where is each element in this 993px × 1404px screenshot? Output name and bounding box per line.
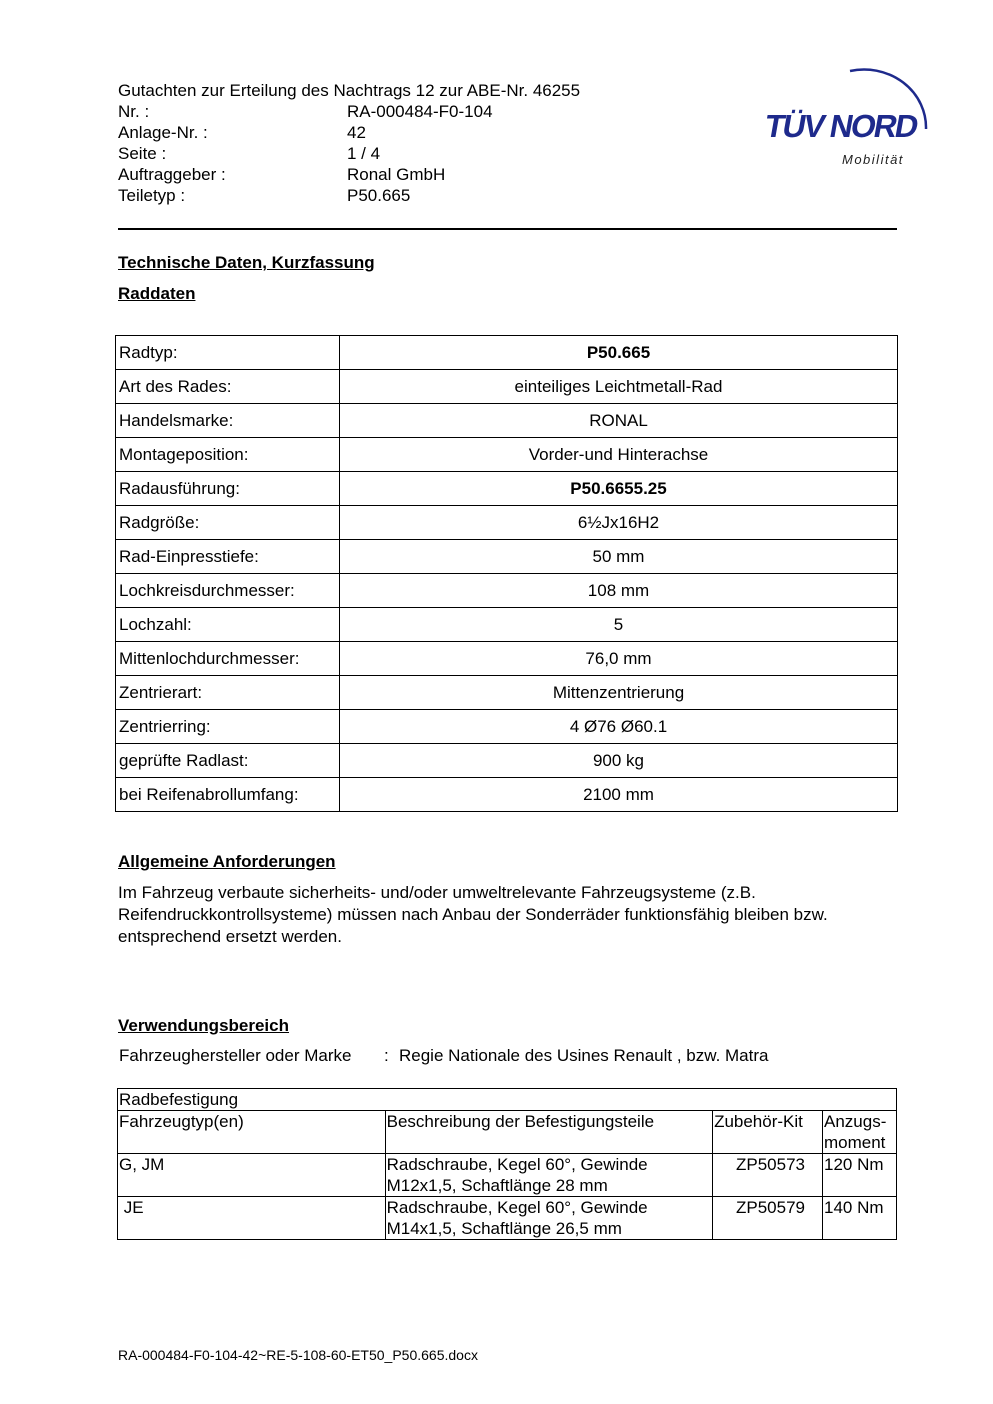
- field-value-seite: 1 / 4: [347, 144, 381, 163]
- wheel-attribute-value: 108 mm: [340, 574, 898, 608]
- wheel-attribute-value: 4 Ø76 Ø60.1: [340, 710, 898, 744]
- field-value-anlage: 42: [347, 123, 366, 142]
- heading-usage-area: Verwendungsbereich: [118, 1016, 289, 1035]
- wheel-attribute-label: geprüfte Radlast:: [116, 744, 340, 778]
- heading-wheel-data: Raddaten: [118, 284, 196, 303]
- field-value-nr: RA-000484-F0-104: [347, 102, 493, 121]
- wheel-attribute-value: Mittenzentrierung: [340, 676, 898, 710]
- fixing-title: Radbefestigung: [118, 1089, 897, 1111]
- wheel-attribute-label: Rad-Einpresstiefe:: [116, 540, 340, 574]
- description-cell: Radschraube, Kegel 60°, Gewinde M14x1,5, Schaftlänge 26,5 mm: [385, 1197, 712, 1240]
- vehicle-type-cell: G, JM: [118, 1154, 386, 1197]
- field-value-teiletyp: P50.665: [347, 186, 411, 205]
- wheel-attribute-label: bei Reifenabrollumfang:: [116, 778, 340, 812]
- wheel-attribute-label: Handelsmarke:: [116, 404, 340, 438]
- wheel-attribute-value: 900 kg: [340, 744, 898, 778]
- fixing-title-row: [118, 1089, 897, 1111]
- table-row: [116, 778, 898, 812]
- wheel-attribute-label: Montageposition:: [116, 438, 340, 472]
- table-row: [116, 710, 898, 744]
- document-title: Gutachten zur Erteilung des Nachtrags 12 zur ABE-Nr. 46255: [118, 81, 581, 100]
- wheel-attribute-value: P50.6655.25: [340, 472, 898, 506]
- column-header-vehicle-type: Fahrzeugtyp(en): [118, 1111, 386, 1154]
- wheel-fixing-table: [117, 1088, 897, 1240]
- wheel-attribute-label: Zentrierart:: [116, 676, 340, 710]
- vehicle-type-cell: JE: [118, 1197, 386, 1240]
- field-label-anlage: Anlage-Nr. :: [118, 123, 208, 142]
- field-label-seite: Seite :: [118, 144, 167, 163]
- wheel-attribute-label: Lochzahl:: [116, 608, 340, 642]
- wheel-attribute-value: 6½Jx16H2: [340, 506, 898, 540]
- accessory-kit-cell: ZP50573: [713, 1154, 823, 1197]
- column-header-torque: Anzugs-moment: [823, 1111, 897, 1154]
- wheel-attribute-value: 5: [340, 608, 898, 642]
- accessory-kit-cell: ZP50579: [713, 1197, 823, 1240]
- wheel-attribute-value: einteiliges Leichtmetall-Rad: [340, 370, 898, 404]
- field-value-auftraggeber: Ronal GmbH: [347, 165, 446, 184]
- header-divider: [118, 228, 897, 230]
- field-label-auftraggeber: Auftraggeber :: [118, 165, 226, 184]
- wheel-attribute-value: 2100 mm: [340, 778, 898, 812]
- heading-general-requirements: Allgemeine Anforderungen: [118, 852, 336, 871]
- wheel-attribute-label: Mittenlochdurchmesser:: [116, 642, 340, 676]
- table-row: [116, 506, 898, 540]
- table-row: [116, 744, 898, 778]
- heading-technical-data: Technische Daten, Kurzfassung: [118, 253, 375, 272]
- wheel-data-table: [115, 335, 898, 812]
- document-filename-footer: RA-000484-F0-104-42~RE-5-108-60-ET50_P50.665.docx: [118, 1347, 478, 1363]
- table-row: [116, 438, 898, 472]
- general-requirements-text: Im Fahrzeug verbaute sicherheits- und/oder umweltrelevante Fahrzeugsysteme (z.B. Reifendruckkontrollsysteme) müssen nach Anbau der Sonderräder funktionsfähig bleiben bzw. entsprechend ersetzt werden.: [118, 883, 828, 946]
- torque-cell: 120 Nm: [823, 1154, 897, 1197]
- table-row: [116, 472, 898, 506]
- table-row: [118, 1197, 897, 1240]
- wheel-attribute-label: Art des Rades:: [116, 370, 340, 404]
- column-header-description: Beschreibung der Befestigungsteile: [385, 1111, 712, 1154]
- wheel-attribute-label: Radtyp:: [116, 336, 340, 370]
- table-row: [116, 574, 898, 608]
- wheel-attribute-label: Lochkreisdurchmesser:: [116, 574, 340, 608]
- table-row: [116, 540, 898, 574]
- wheel-attribute-value: 76,0 mm: [340, 642, 898, 676]
- wheel-attribute-value: P50.665: [340, 336, 898, 370]
- tuv-nord-logo: [760, 55, 945, 175]
- torque-cell: 140 Nm: [823, 1197, 897, 1240]
- wheel-attribute-value: 50 mm: [340, 540, 898, 574]
- table-row: [116, 404, 898, 438]
- manufacturer-value: Regie Nationale des Usines Renault , bzw. Matra: [399, 1046, 769, 1065]
- column-header-accessory-kit: Zubehör-Kit: [713, 1111, 823, 1154]
- wheel-attribute-label: Zentrierring:: [116, 710, 340, 744]
- table-row: [116, 336, 898, 370]
- wheel-attribute-value: RONAL: [340, 404, 898, 438]
- field-label-nr: Nr. :: [118, 102, 150, 121]
- wheel-attribute-value: Vorder-und Hinterachse: [340, 438, 898, 472]
- table-row: [116, 642, 898, 676]
- manufacturer-label: Fahrzeughersteller oder Marke: [119, 1046, 352, 1065]
- table-row: [118, 1154, 897, 1197]
- manufacturer-separator: :: [384, 1046, 389, 1065]
- table-row: [116, 608, 898, 642]
- description-cell: Radschraube, Kegel 60°, Gewinde M12x1,5, Schaftlänge 28 mm: [385, 1154, 712, 1197]
- logo-subtitle: Mobilität: [842, 152, 904, 167]
- wheel-attribute-label: Radausführung:: [116, 472, 340, 506]
- logo-brand-text: TÜV NORD: [762, 108, 920, 144]
- wheel-attribute-label: Radgröße:: [116, 506, 340, 540]
- field-label-teiletyp: Teiletyp :: [118, 186, 186, 205]
- fixing-header-row: [118, 1111, 897, 1154]
- table-row: [116, 370, 898, 404]
- table-row: [116, 676, 898, 710]
